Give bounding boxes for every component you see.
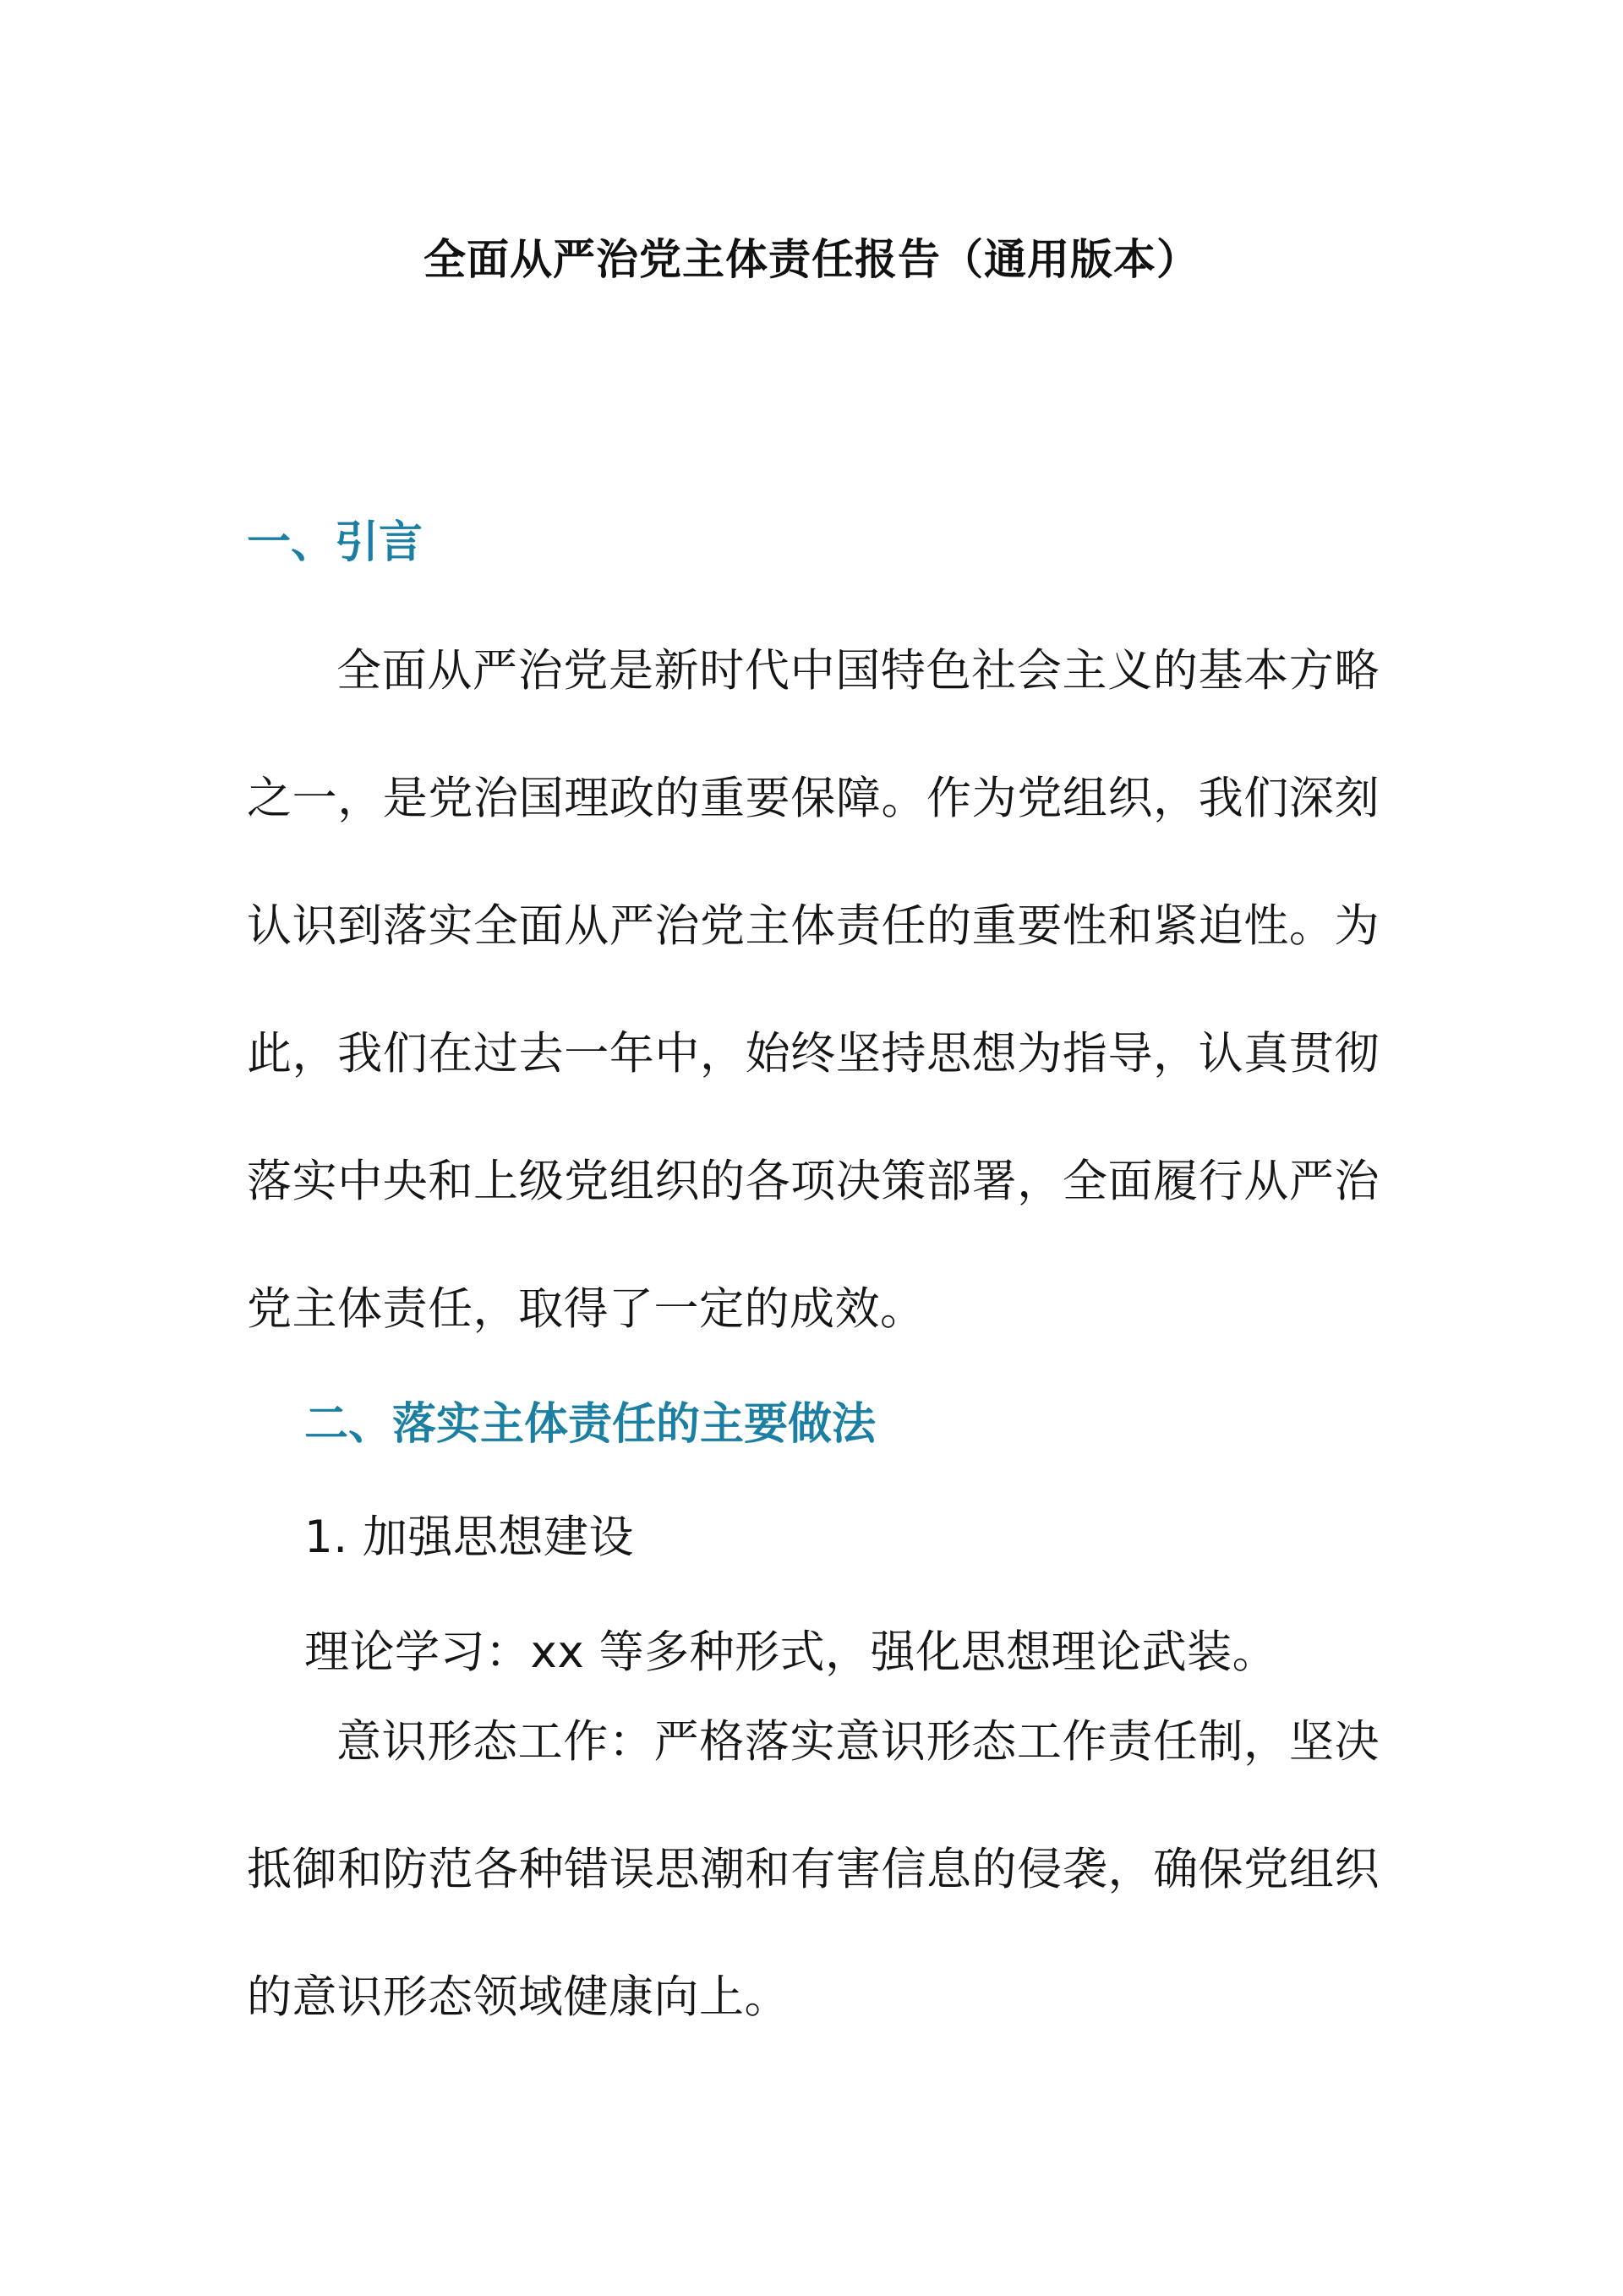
section-heading-introduction: 一、引言 <box>247 517 424 568</box>
theory-study-item: 理论学习：xx 等多种形式，强化思想理论武装。 <box>304 1626 1278 1678</box>
document-title: 全面从严治党主体责任报告（通用版本） <box>424 235 1199 284</box>
section-heading-main-practices: 二、落实主体责任的主要做法 <box>304 1399 877 1450</box>
ideology-work-paragraph: 意识形态工作：严格落实意识形态工作责任制，坚决抵御和防范各种错误思潮和有害信息的侵袭，确保党组织的意识形态领域健康向上。 <box>247 1716 1380 2023</box>
introduction-paragraph: 全面从严治党是新时代中国特色社会主义的基本方略之一，是党治国理政的重要保障。作为党组织，我们深刻认识到落实全面从严治党主体责任的重要性和紧迫性。为此，我们在过去一年中，始终坚持思想为指导，认真贯彻落实中央和上级党组织的各项决策部署，全面履行从严治党主体责任，取得了一定的成效。 <box>247 645 1380 1335</box>
subheading-ideological-building: 1. 加强思想建设 <box>304 1512 634 1563</box>
